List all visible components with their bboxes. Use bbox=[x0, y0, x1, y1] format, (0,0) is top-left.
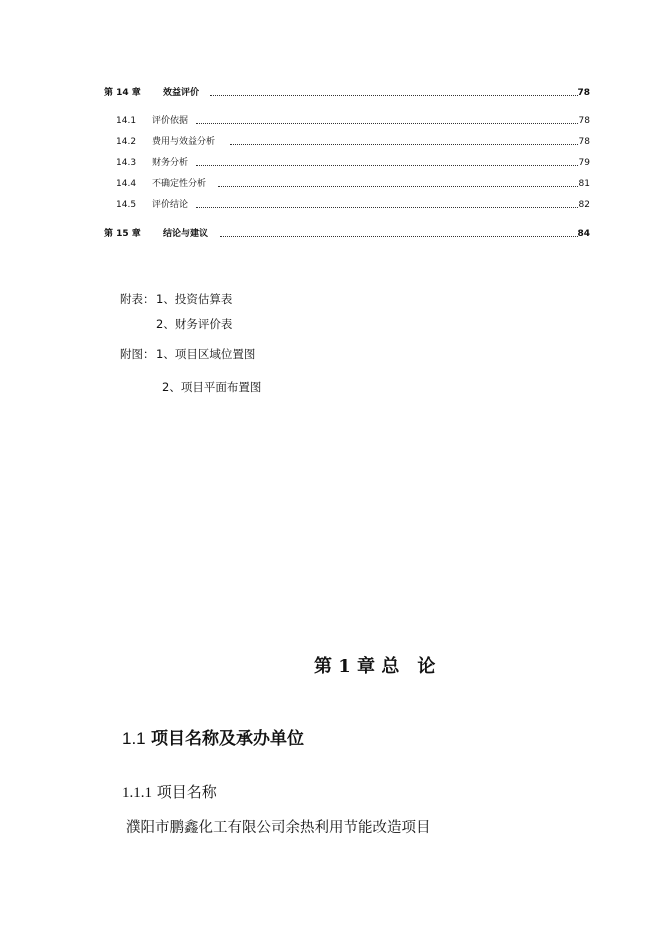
toc-row-chapter-14[interactable] bbox=[0, 84, 662, 98]
subsection-number: 1.1.1 bbox=[122, 785, 152, 801]
toc-title: 效益评价 bbox=[163, 88, 200, 98]
toc-page: 81 bbox=[578, 179, 590, 189]
appendix-figure-item: 1、项目区域位置图 bbox=[156, 347, 256, 361]
chapter-heading: 第 1 章 总 论 bbox=[314, 656, 436, 677]
toc-title: 评价依据 bbox=[152, 116, 189, 126]
toc-row-14-4[interactable] bbox=[0, 175, 662, 189]
toc-page: 78 bbox=[578, 137, 590, 147]
appendix-figure-item: 2、项目平面布置图 bbox=[162, 380, 262, 394]
toc-leader bbox=[220, 236, 578, 237]
section-number: 1.1 bbox=[122, 729, 146, 748]
toc-title: 评价结论 bbox=[152, 200, 189, 210]
toc-row-14-3[interactable] bbox=[0, 154, 662, 168]
toc-number: 14.5 bbox=[116, 200, 137, 210]
toc-number: 14.2 bbox=[116, 137, 137, 147]
toc-leader bbox=[196, 207, 578, 208]
section-heading bbox=[122, 724, 304, 749]
toc-number: 14.3 bbox=[116, 158, 137, 168]
toc-page: 78 bbox=[577, 88, 590, 98]
toc-page: 79 bbox=[578, 158, 590, 168]
appendix-tables-label: 附表： bbox=[120, 292, 155, 306]
appendix-figures-label: 附图： bbox=[120, 347, 155, 361]
toc-leader bbox=[230, 144, 578, 145]
toc-number: 14.4 bbox=[116, 179, 137, 189]
toc-leader bbox=[196, 123, 578, 124]
toc-page: 78 bbox=[578, 116, 590, 126]
toc-number: 14.1 bbox=[116, 116, 137, 126]
toc-title: 不确定性分析 bbox=[152, 179, 207, 189]
appendix-table-item: 2、财务评价表 bbox=[156, 317, 233, 331]
toc-row-chapter-15[interactable] bbox=[0, 225, 662, 239]
toc-title: 结论与建议 bbox=[163, 229, 209, 239]
toc-title: 财务分析 bbox=[152, 158, 189, 168]
toc-page: 82 bbox=[578, 200, 590, 210]
toc-title: 费用与效益分析 bbox=[152, 137, 216, 147]
section-title: 项目名称及承办单位 bbox=[151, 729, 305, 749]
toc-number: 第 15 章 bbox=[104, 229, 141, 239]
toc-page: 84 bbox=[577, 229, 590, 239]
toc-row-14-5[interactable] bbox=[0, 196, 662, 210]
subsection-heading bbox=[122, 781, 217, 802]
project-name-text: 濮阳市鹏鑫化工有限公司余热利用节能改造项目 bbox=[126, 820, 431, 836]
toc-leader bbox=[196, 165, 578, 166]
appendix-table-item: 1、投资估算表 bbox=[156, 292, 233, 306]
subsection-title: 项目名称 bbox=[156, 783, 217, 801]
toc-leader bbox=[218, 186, 578, 187]
toc-number: 第 14 章 bbox=[104, 88, 141, 98]
toc-row-14-1[interactable] bbox=[0, 112, 662, 126]
toc-leader bbox=[210, 95, 578, 96]
toc-row-14-2[interactable] bbox=[0, 133, 662, 147]
